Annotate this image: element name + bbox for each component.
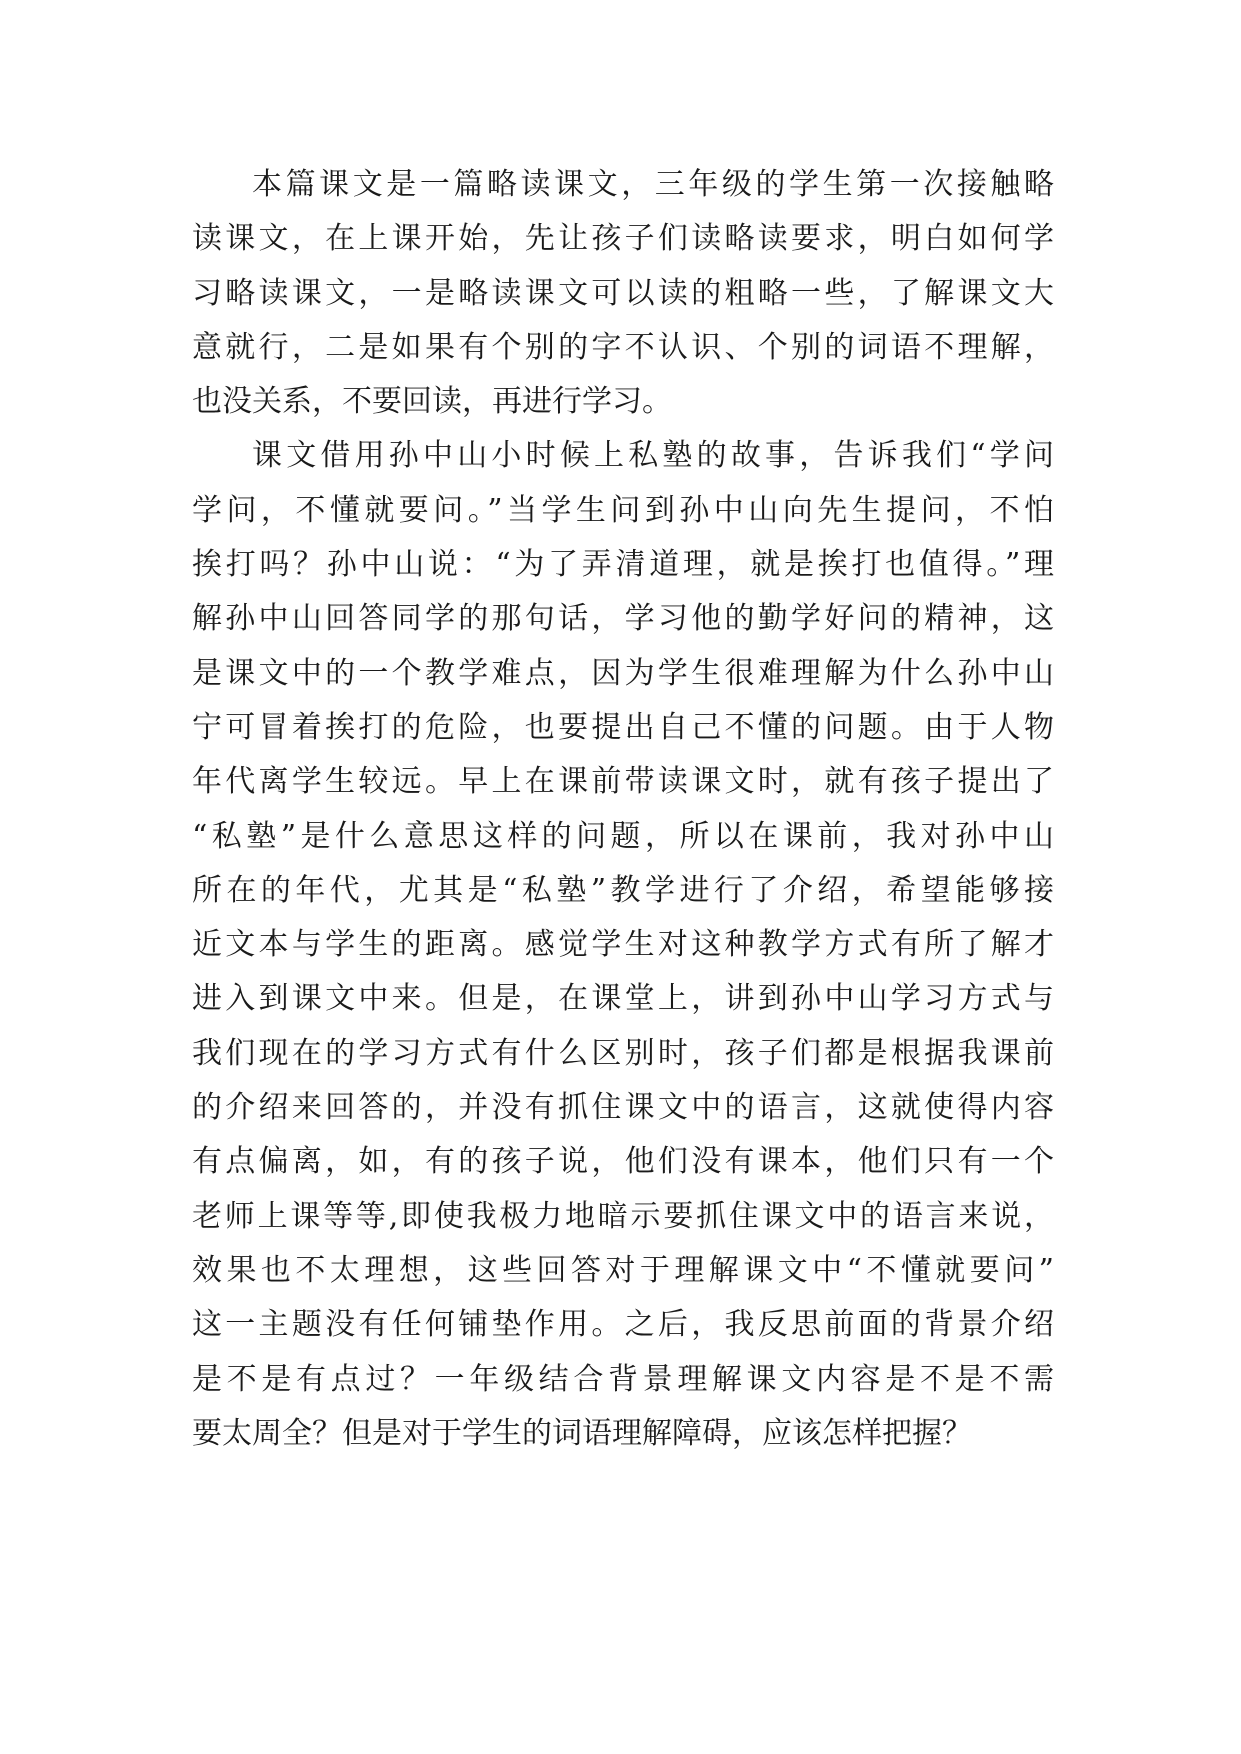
paragraph-line: 要太周全？但是对于学生的词语理解障碍，应该怎样把握？ [192,1415,972,1451]
paragraph-line: 的介绍来回答的，并没有抓住课文中的语言，这就使得内容 [192,1090,1054,1126]
paragraph-line: 也没关系，不要回读，再进行学习。 [192,384,672,420]
paragraph-line: 宁可冒着挨打的危险，也要提出自己不懂的问题。由于人物 [192,709,1054,745]
paragraph-line: 习略读课文，一是略读课文可以读的粗略一些，了解课文大 [192,275,1054,311]
paragraph-line: “私塾”是什么意思这样的问题，所以在课前，我对孙中山 [192,818,1054,854]
paragraph-line: 意就行，二是如果有个别的字不认识、个别的词语不理解， [192,329,1054,365]
paragraph-line: 学问，不懂就要问。”当学生问到孙中山向先生提问，不怕 [192,492,1054,528]
paragraph-line: 挨打吗？孙中山说：“为了弄清道理，就是挨打也值得。”理 [192,547,1054,583]
document-body [192,158,1054,1461]
paragraph-line: 有点偏离，如，有的孩子说，他们没有课本，他们只有一个 [192,1144,1054,1180]
paragraph-line: 我们现在的学习方式有什么区别时，孩子们都是根据我课前 [192,1035,1054,1071]
paragraph-line: 进入到课文中来。但是，在课堂上，讲到孙中山学习方式与 [192,981,1054,1017]
paragraph-line: 近文本与学生的距离。感觉学生对这种教学方式有所了解才 [192,927,1054,963]
paragraph-line: 课文借用孙中山小时候上私塾的故事，告诉我们“学问 [252,438,1054,474]
paragraph-line: 解孙中山回答同学的那句话，学习他的勤学好问的精神，这 [192,601,1054,637]
paragraph-line: 老师上课等等,即使我极力地暗示要抓住课文中的语言来说， [192,1198,1054,1234]
paragraph-line: 本篇课文是一篇略读课文，三年级的学生第一次接触略 [252,167,1054,202]
paragraph-line: 所在的年代，尤其是“私塾”教学进行了介绍，希望能够接 [192,872,1054,908]
paragraph-line: 这一主题没有任何铺垫作用。之后，我反思前面的背景介绍 [192,1307,1054,1343]
paragraph-line: 年代离学生较远。早上在课前带读课文时，就有孩子提出了 [192,764,1054,800]
paragraph-line: 效果也不太理想，这些回答对于理解课文中“不懂就要问” [192,1252,1054,1288]
paragraph-line: 读课文，在上课开始，先让孩子们读略读要求，明白如何学 [192,221,1054,257]
paragraph-line: 是不是有点过？一年级结合背景理解课文内容是不是不需 [192,1361,1054,1397]
paragraph-1 [192,158,1054,429]
paragraph-line: 是课文中的一个教学难点，因为学生很难理解为什么孙中山 [192,655,1054,691]
paragraph-2 [192,429,1054,1461]
